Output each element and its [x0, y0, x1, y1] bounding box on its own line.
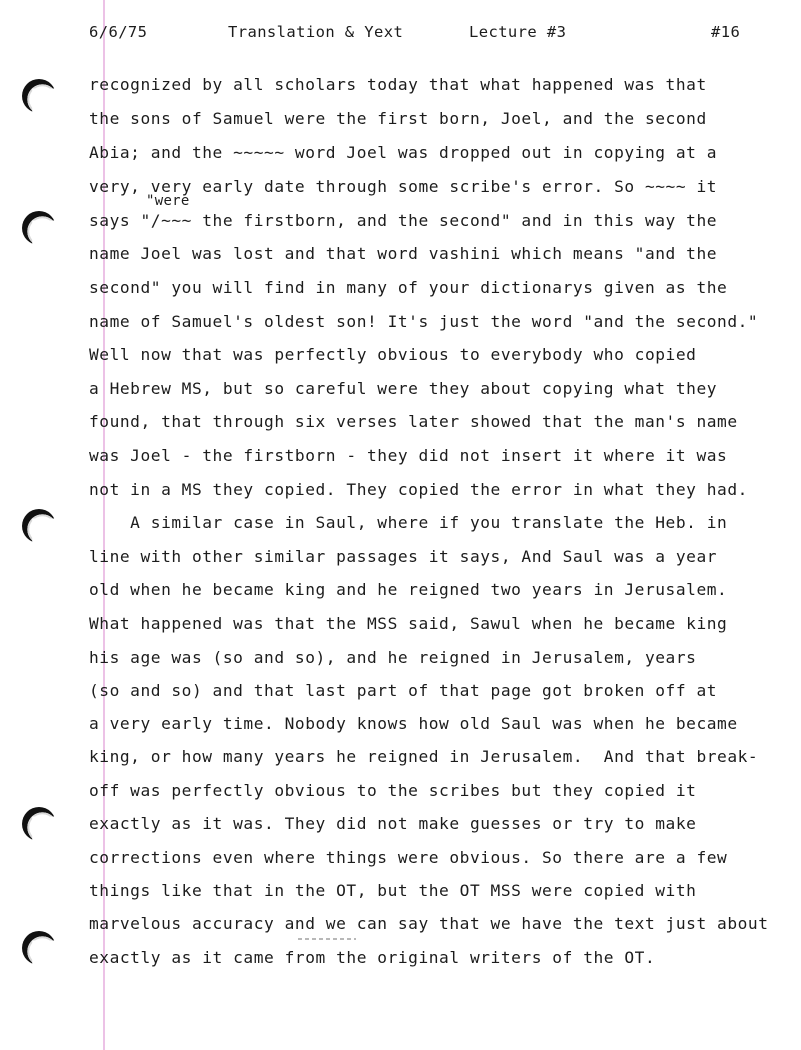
text-line: What happened was that the MSS said, Sawul when he became king — [89, 614, 728, 633]
text-line: very, very early date through some scribe's error. So ~~~~ it — [89, 177, 718, 196]
binder-hole-icon — [22, 931, 56, 965]
text-line: off was perfectly obvious to the scribes but they copied it — [89, 781, 697, 800]
header-title: Translation & Yext — [228, 23, 404, 41]
text-line: exactly as it was. They did not make guesses or try to make — [89, 814, 697, 833]
header-lecture: Lecture #3 — [469, 23, 567, 41]
text-line: was Joel - the firstborn - they did not insert it where it was — [89, 446, 728, 465]
text-line: line with other similar passages it says, And Saul was a year — [89, 547, 718, 566]
text-line: corrections even where things were obvious. So there are a few — [89, 848, 728, 867]
text-line: (so and so) and that last part of that page got broken off at — [89, 681, 718, 700]
handwritten-insertion: "were — [146, 193, 190, 209]
header-date: 6/6/75 — [89, 23, 148, 41]
text-line: marvelous accuracy and we can say that we have the text just about — [89, 914, 769, 933]
page-number: #16 — [711, 23, 741, 41]
text-line: A similar case in Saul, where if you translate the Heb. in — [89, 513, 728, 532]
text-line: the sons of Samuel were the first born, Joel, and the second — [89, 109, 707, 128]
binder-hole-icon — [22, 211, 56, 245]
text-line: name of Samuel's oldest son! It's just the word "and the second." — [89, 312, 759, 331]
text-line: name Joel was lost and that word vashini which means "and the — [89, 244, 718, 263]
binder-hole-icon — [22, 509, 56, 543]
pencil-mark — [298, 938, 356, 940]
text-line: his age was (so and so), and he reigned in Jerusalem, years — [89, 648, 697, 667]
text-line: found, that through six verses later showed that the man's name — [89, 412, 738, 431]
text-line: old when he became king and he reigned two years in Jerusalem. — [89, 580, 728, 599]
text-line: a very early time. Nobody knows how old Saul was when he became — [89, 714, 738, 733]
text-line: second" you will find in many of your dictionarys given as the — [89, 278, 728, 297]
text-line: Well now that was perfectly obvious to everybody who copied — [89, 345, 697, 364]
text-line: says "/~~~ the firstborn, and the second" and in this way the — [89, 211, 718, 230]
text-line: things like that in the OT, but the OT MSS were copied with — [89, 881, 697, 900]
text-line: a Hebrew MS, but so careful were they about copying what they — [89, 379, 718, 398]
text-line: not in a MS they copied. They copied the error in what they had. — [89, 480, 748, 499]
binder-hole-icon — [22, 79, 56, 113]
text-line: king, or how many years he reigned in Jerusalem. And that break- — [89, 747, 759, 766]
text-line: recognized by all scholars today that what happened was that — [89, 75, 707, 94]
text-line: exactly as it came from the original writers of the OT. — [89, 948, 656, 967]
binder-hole-icon — [22, 807, 56, 841]
text-line: Abia; and the ~~~~~ word Joel was dropped out in copying at a — [89, 143, 718, 162]
